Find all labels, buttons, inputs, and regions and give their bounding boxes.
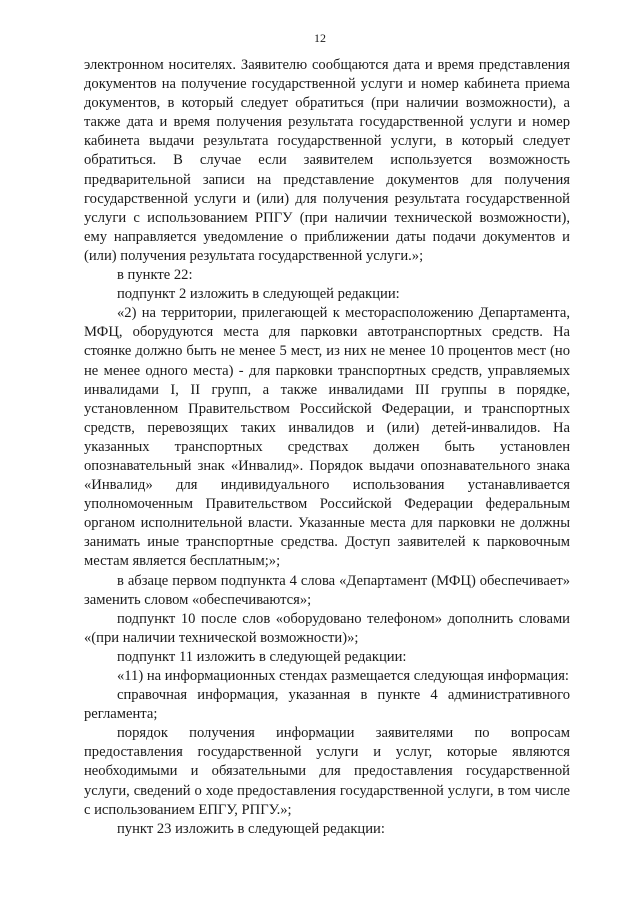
paragraph-subitem-4-change: в абзаце первом подпункта 4 слова «Департамент (МФЦ) обеспечивает» заменить словом «обеспечиваются»; bbox=[84, 572, 570, 608]
document-body bbox=[84, 56, 570, 839]
paragraph-item-22-heading: в пункте 22: bbox=[117, 267, 193, 284]
paragraph-item-23-instruction: пункт 23 изложить в следующей редакции: bbox=[117, 820, 385, 837]
paragraph-info-procedure: порядок получения информации заявителями по вопросам предоставления государственной услуги и услуг, которые являются необходимыми и обязательными для предоставления государственной услуги, сведений о ходе предоставления государственной услуги, в том числе с использованием ЕПГУ, РПГУ.»; bbox=[84, 725, 570, 818]
paragraph-subitem-2-text: «2) на территории, прилегающей к месторасположению Департамента, МФЦ, оборудуются места для парковки автотранспортных средств. На стоянке должно быть не менее 5 мест, из них не менее 10 процентов мест (но не менее одного места) - для парковки транспортных средств, управляемых инвалидами I, II групп, а также инвалидами III группы в порядке, установленном Правительством Российской Федерации, и транспортных средств, перевозящих таких инвалидов и (или) детей-инвалидов. На указанных транспортных средствах должен быть установлен опознавательный знак «Инвалид». Порядок выдачи опознавательного знака «Инвалид» для индивидуального использования устанавливается уполномоченным Правительством Российской Федерации федеральным органом исполнительной власти. Указанные места для парковки не должны занимать иные транспортные средства. Доступ заявителей к парковочным местам является бесплатным;»; bbox=[84, 305, 570, 570]
paragraph-subitem-2-instruction: подпункт 2 изложить в следующей редакции: bbox=[117, 286, 400, 303]
paragraph-reference-info: справочная информация, указанная в пункте 4 административного регламента; bbox=[84, 687, 570, 723]
paragraph-subitem-11-instruction: подпункт 11 изложить в следующей редакции: bbox=[117, 648, 407, 665]
paragraph-subitem-10-change: подпункт 10 после слов «оборудовано телефоном» дополнить словами «(при наличии технической возможности)»; bbox=[84, 610, 570, 646]
page-number: 12 bbox=[314, 31, 326, 45]
paragraph-continuation: электронном носителях. Заявителю сообщаются дата и время представления документов на получение государственной услуги и номер кабинета приема документов, в который следует обратиться (при наличии возможности), а также дата и время получения результата государственной услуги и номер кабинета выдачи результата государственной услуги, в который следует обратиться. В случае если заявителем используется возможность предварительной записи на представление документов для получения государственной услуги и (или) для получения результата государственной услуги с использованием РПГУ (при наличии технической возможности), ему направляется уведомление о приближении даты подачи документов и (или) получения результата государственной услуги.»; bbox=[84, 57, 570, 264]
paragraph-subitem-11-text: «11) на информационных стендах размещается следующая информация: bbox=[117, 668, 569, 684]
